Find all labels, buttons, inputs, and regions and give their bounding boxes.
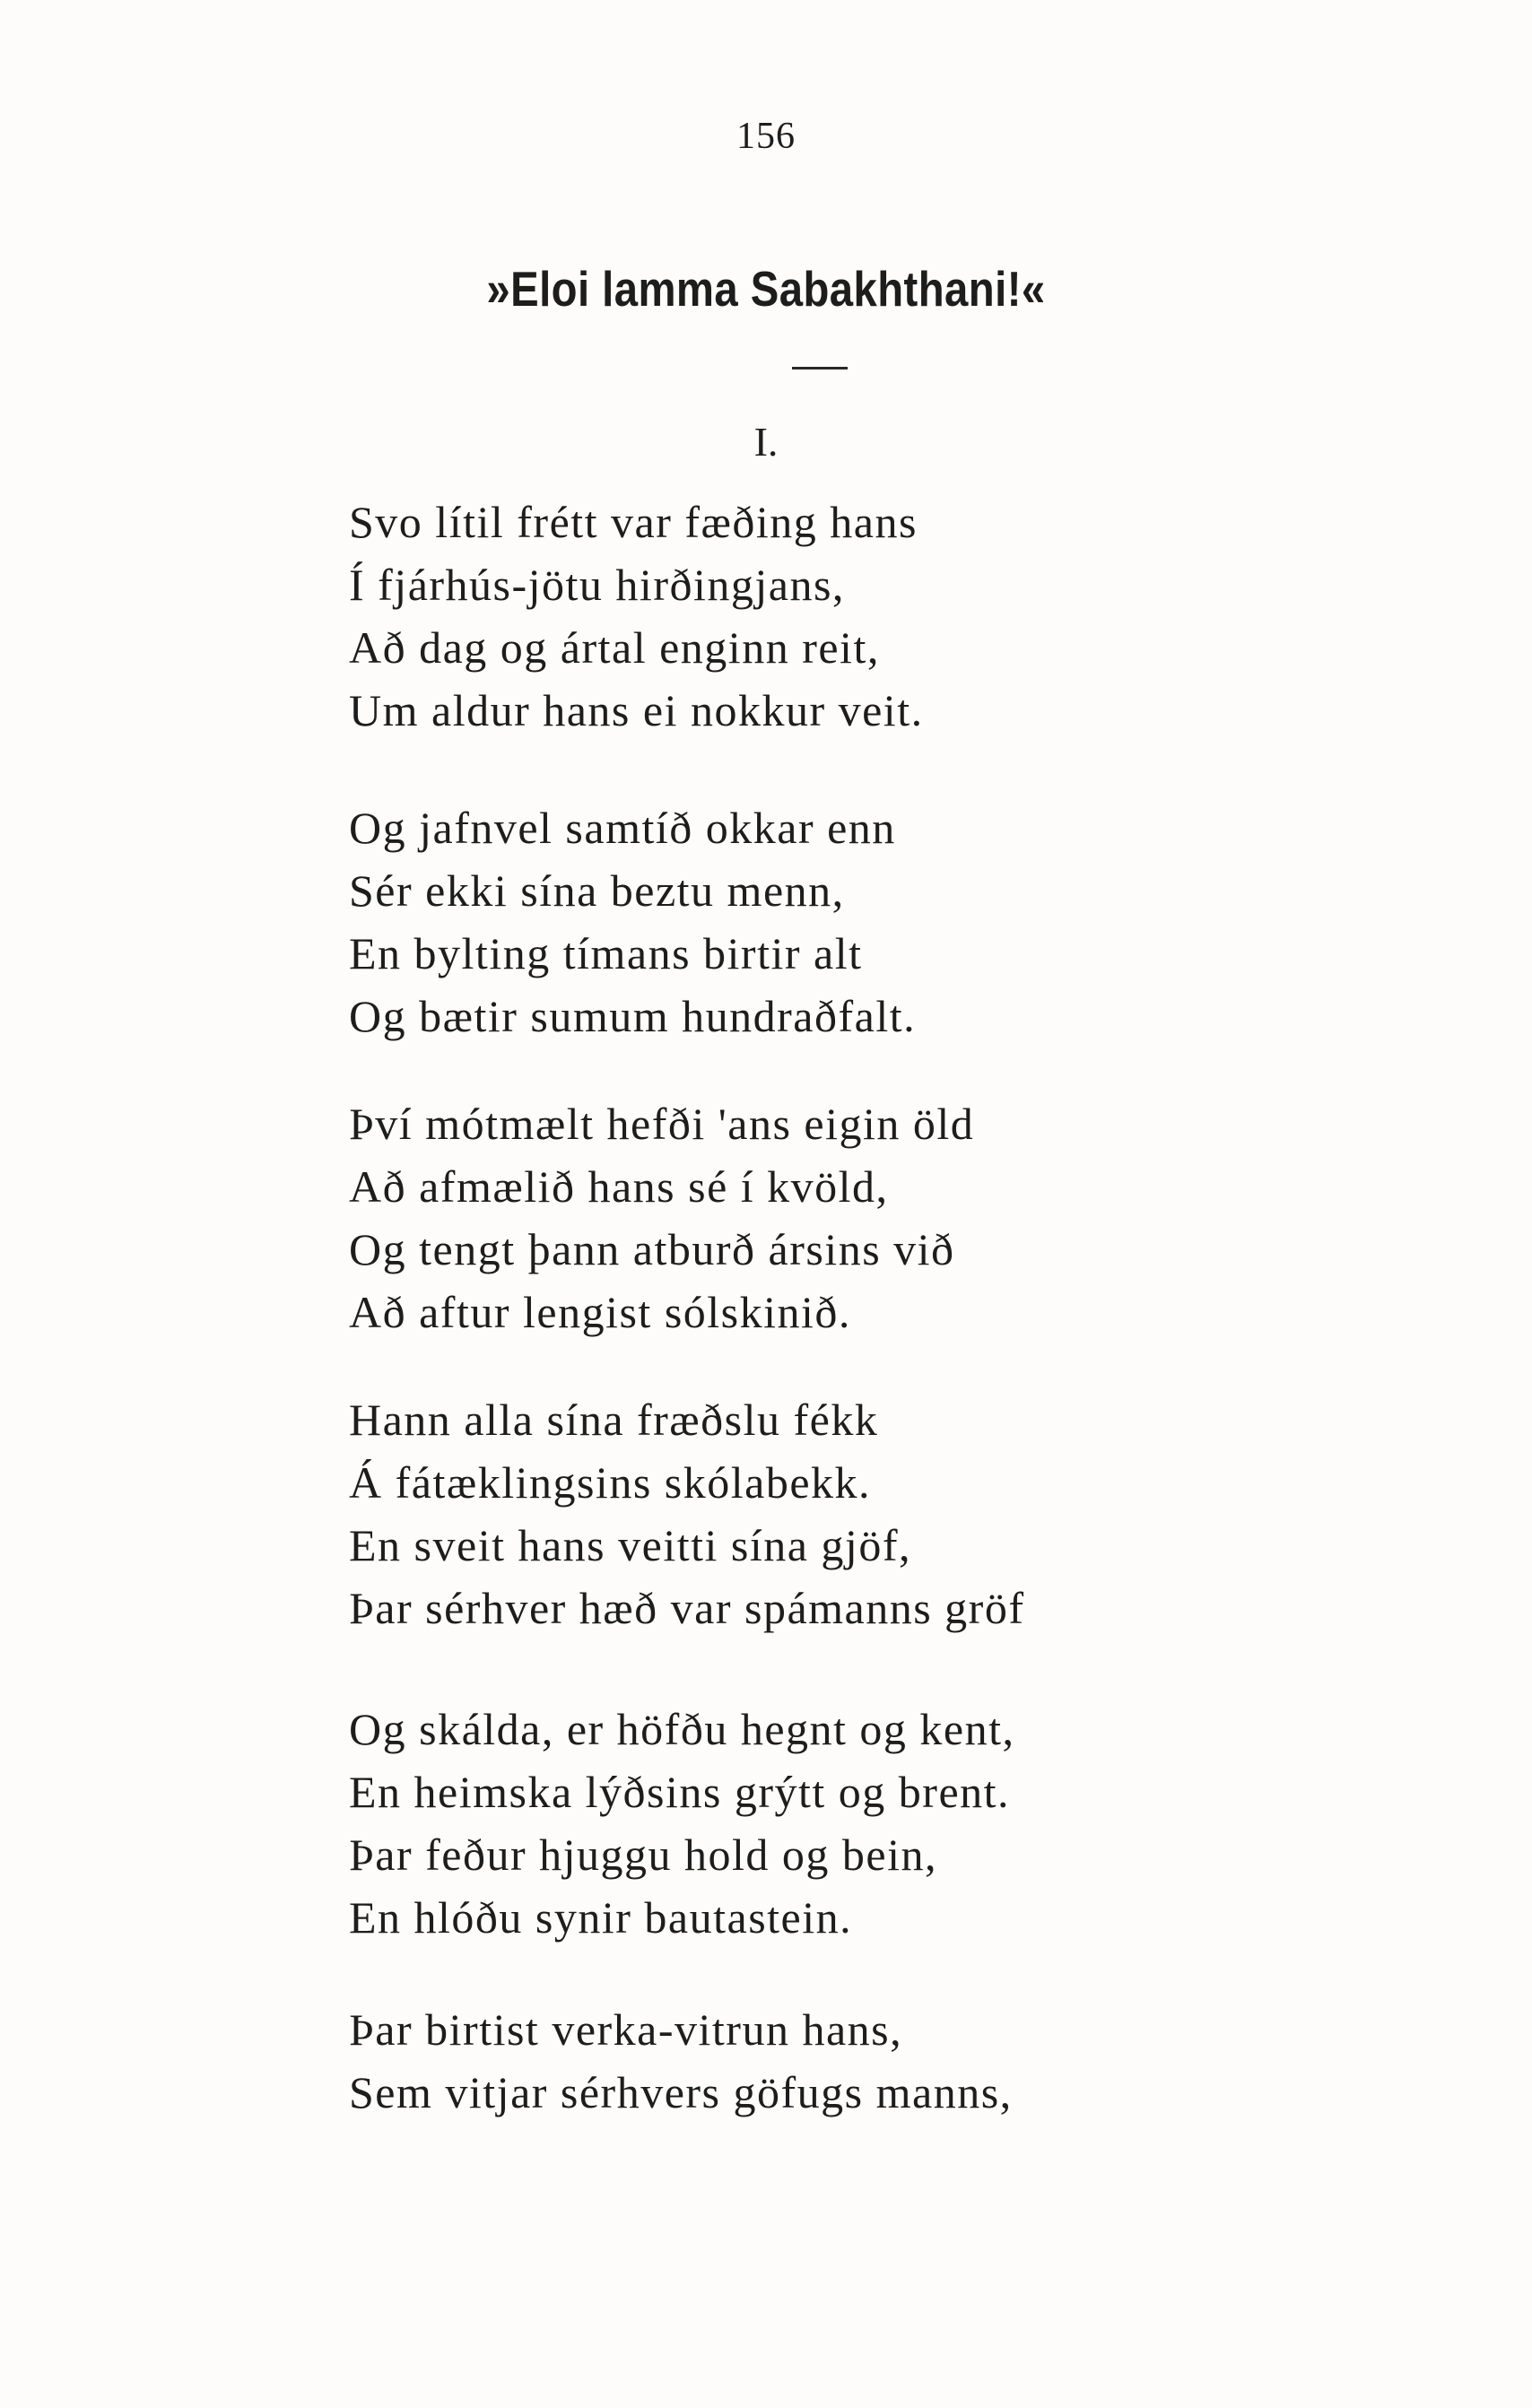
verse-line: Þar sérhver hæð var spámanns gröf <box>349 1583 1025 1633</box>
verse-line: En heimska lýðsins grýtt og brent. <box>349 1767 1011 1817</box>
verse-line: Um aldur hans ei nokkur veit. <box>349 685 924 735</box>
verse-line: Að aftur lengist sólskinið. <box>349 1287 851 1337</box>
verse-line: Svo lítil frétt var fæðing hans <box>349 497 918 547</box>
verse-line: Þar feður hjuggu hold og bein, <box>349 1830 938 1880</box>
verse-line: Því mótmælt hefði 'ans eigin öld <box>349 1099 975 1149</box>
verse-line: Sem vitjar sérhvers göfugs manns, <box>349 2067 1013 2117</box>
verse-line: Og jafnvel samtíð okkar enn <box>349 803 896 853</box>
verse-line: Og tengt þann atburð ársins við <box>349 1224 955 1274</box>
stanza-4 <box>349 1388 1336 1639</box>
poem-title: »Eloi lamma Sabakhthani!« <box>486 261 1046 317</box>
stanza-5 <box>349 1698 1336 1949</box>
verse-line: En hlóðu synir bautastein. <box>349 1892 853 1943</box>
verse-line: En sveit hans veitti sína gjöf, <box>349 1520 911 1570</box>
stanza-6 <box>349 1998 1336 2124</box>
verse-line: Á fátæklingsins skólabekk. <box>349 1457 872 1508</box>
stanza-3 <box>349 1092 1336 1343</box>
verse-line: Sér ekki sína beztu menn, <box>349 865 845 916</box>
verse-line: Og skálda, er höfðu hegnt og kent, <box>349 1704 1015 1754</box>
verse-line: Þar birtist verka-vitrun hans, <box>349 2004 903 2055</box>
page-number: 156 <box>736 116 796 157</box>
verse-line: Í fjárhús-jötu hirðingjans, <box>349 560 845 610</box>
stanza-1 <box>349 491 1336 742</box>
verse-line: Að afmælið hans sé í kvöld, <box>349 1161 889 1212</box>
section-number: I. <box>753 419 779 465</box>
verse-line: Og bætir sumum hundraðfalt. <box>349 991 917 1041</box>
verse-line: Að dag og ártal enginn reit, <box>349 622 880 673</box>
stanza-2 <box>349 796 1336 1048</box>
verse-line: En bylting tímans birtir alt <box>349 928 863 978</box>
verse-line: Hann alla sína fræðslu fékk <box>349 1395 879 1445</box>
title-divider <box>792 367 848 369</box>
